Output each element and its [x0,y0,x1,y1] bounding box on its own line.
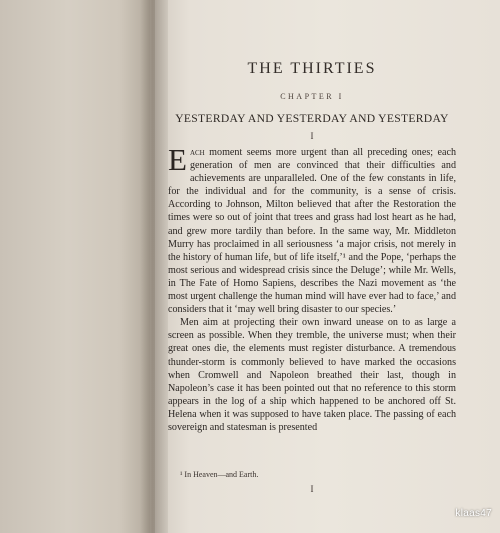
page-number: I [310,484,314,494]
body-text [168,142,456,434]
chapter-title: YESTERDAY AND YESTERDAY AND YESTERDAY [175,112,449,125]
first-word-rest: ach [189,147,205,158]
paragraph-1-text: moment seems more urgent than all preceding ones; each generation of men are convinced that their difficulties and achievements are unparalleled. One of the few constants in life, for the individual and for the community, is a sense of crisis. According to Johnson, Milton believed that after the Restoration the times were so out of joint that trees and grass had lost heart as he had, and grew more tardily than before. In the same way, Mr. Middleton Murry has proclaimed in all seriousness ‘a major crisis, not merely in the history of human life, but of life itself,’¹ and the Pope, ‘perhaps the most serious and widespread crisis since the Deluge’; while Mr. Wells, in The Fate of Homo Sapiens, describes the Nazi movement as ‘the most urgent challenge the human mind will have ever had to face,’ and considers that it ‘may well bring disaster to our species.’ [168,147,456,316]
page-text-block [168,0,456,533]
watermark: klaas47 [455,508,492,519]
footnote: ¹ In Heaven—and Earth. [180,470,259,479]
paragraph-2: Men aim at projecting their own inward unease on to as large a screen as possible. When they tremble, the universe must; when their great ones die, the elements must register disturbance. A tremendous thunder-storm is commonly believed to have marked the occasions when Cromwell and Napoleon breathed their last, though in Napoleon’s case it has been pointed out that no reference to this storm appears in the log of a ship which happened to be anchored off St. Helena when it was supposed to have taken place. The passing of each sovereign and statesman is presented [168,317,456,433]
book-gutter [140,0,168,533]
section-number: I [310,131,314,141]
book-title: THE THIRTIES [247,60,377,77]
drop-cap: E [168,142,187,177]
paragraph-1 [168,142,456,316]
chapter-label: CHAPTER I [280,92,344,101]
left-page [0,0,150,533]
